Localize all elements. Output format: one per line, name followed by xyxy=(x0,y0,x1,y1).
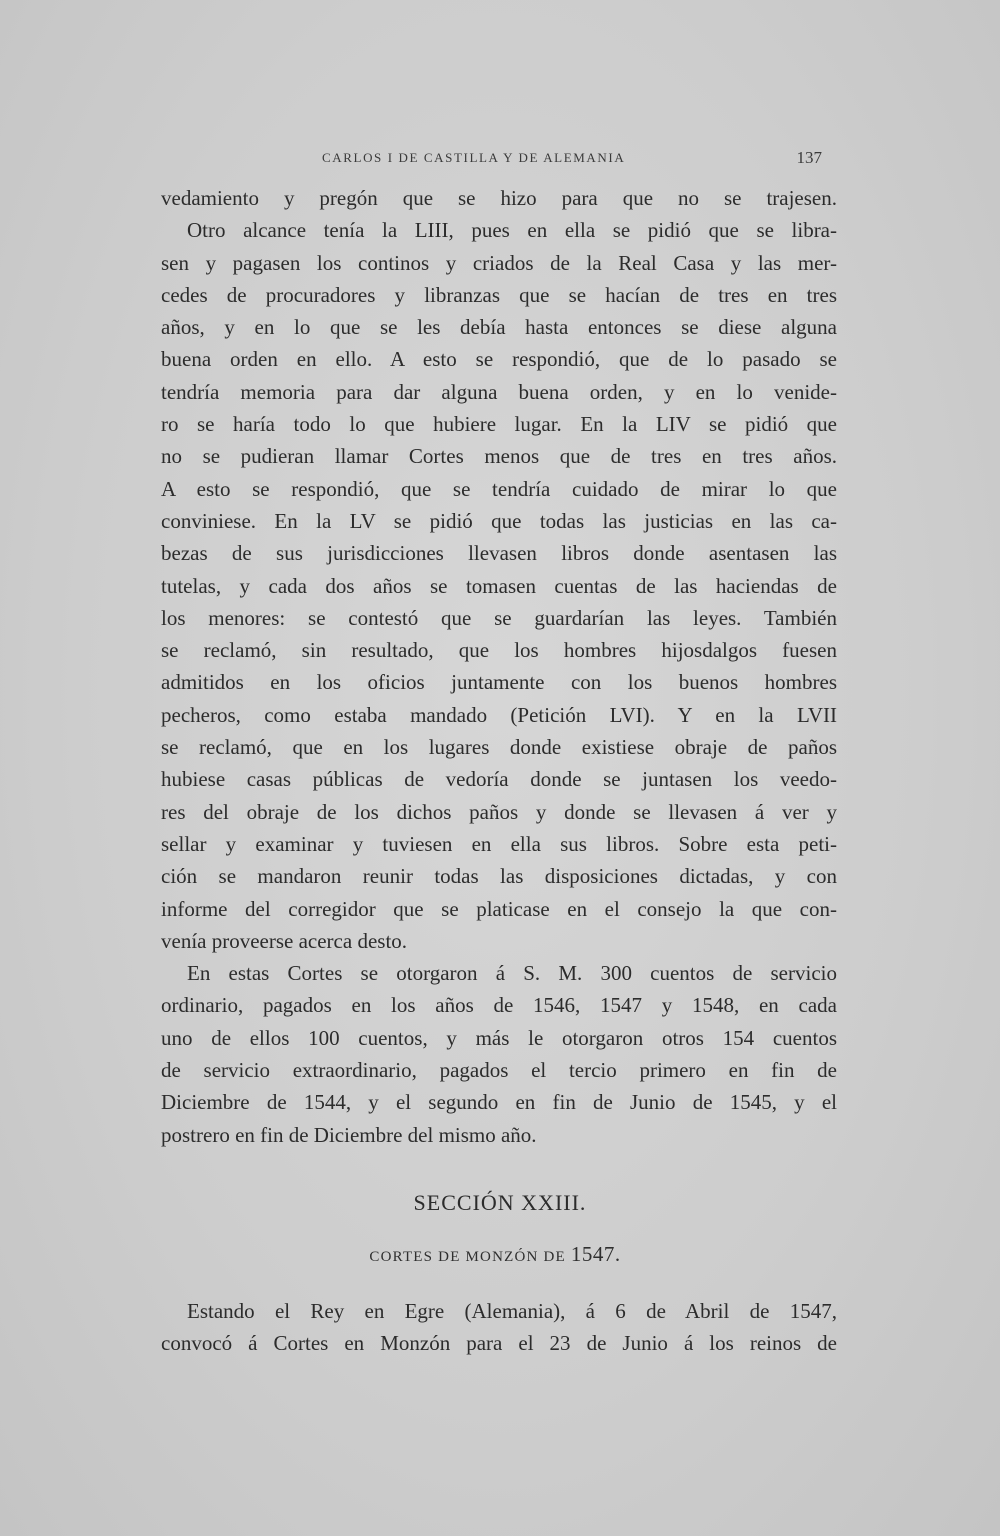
text-line: de servicio extraordinario, pagados el tercio primero en fin de xyxy=(161,1058,837,1083)
text-line: vedamiento y pregón que se hizo para que no se trajesen. xyxy=(161,186,837,210)
text-line: convocó á Cortes en Monzón para el 23 de Junio á los reinos de xyxy=(161,1331,837,1356)
text-line: se reclamó, que en los lugares donde existiese obraje de paños xyxy=(161,735,837,760)
text-line: Estando el Rey en Egre (Alemania), á 6 de Abril de 1547, xyxy=(187,1299,837,1323)
text-line: se reclamó, sin resultado, que los hombres hijosdalgos fuesen xyxy=(161,638,837,663)
text-line: sen y pagasen los continos y criados de la Real Casa y las mer- xyxy=(161,250,837,275)
text-line: cedes de procuradores y libranzas que se hacían de tres en tres xyxy=(161,282,837,307)
text-line: En estas Cortes se otorgaron á S. M. 300 cuentos de servicio xyxy=(187,961,837,986)
text-line: pecheros, como estaba mandado (Petición LVI). Y en la LVII xyxy=(161,702,837,727)
text-line: venía proveerse acerca desto. xyxy=(161,928,408,953)
section-title: SECCIÓN XXIII. xyxy=(413,1190,587,1215)
text-line: res del obraje de los dichos paños y donde se llevasen á ver y xyxy=(161,799,837,824)
text-line: Otro alcance tenía la LIII, pues en ella se pidió que se libra- xyxy=(187,218,837,243)
text-line: postrero en fin de Diciembre del mismo año. xyxy=(161,1122,537,1147)
section-subtitle xyxy=(0,1242,990,1267)
text-line: buena orden en ello. A esto se respondió, que de lo pasado se xyxy=(161,347,837,372)
running-title: CARLOS I DE CASTILLA Y DE ALEMANIA xyxy=(322,150,626,165)
subtitle-text: CORTES DE MONZÓN DE xyxy=(369,1249,566,1265)
text-line: A esto se respondió, que se tendría cuidado de mirar lo que xyxy=(161,476,837,501)
text-line: Diciembre de 1544, y el segundo en fin de Junio de 1545, y el xyxy=(161,1090,837,1115)
text-line: tutelas, y cada dos años se tomasen cuentas de las haciendas de xyxy=(161,573,837,598)
text-line: hubiese casas públicas de vedoría donde se juntasen los veedo- xyxy=(161,767,837,792)
text-line: bezas de sus jurisdicciones llevasen libros donde asentasen las xyxy=(161,541,837,566)
text-line: los menores: se contestó que se guardarían las leyes. También xyxy=(161,605,837,630)
text-line: años, y en lo que se les debía hasta entonces se diese alguna xyxy=(161,315,837,340)
text-line: ro se haría todo lo que hubiere lugar. En la LIV se pidió que xyxy=(161,412,837,437)
text-line: admitidos en los oficios juntamente con los buenos hombres xyxy=(161,670,837,695)
text-line: ción se mandaron reunir todas las disposiciones dictadas, y con xyxy=(161,864,837,889)
text-line: tendría memoria para dar alguna buena orden, y en lo venide- xyxy=(161,379,837,404)
text-line: sellar y examinar y tuviesen en ella sus libros. Sobre esta peti- xyxy=(161,831,837,856)
closing-text xyxy=(161,1295,837,1360)
body-text xyxy=(161,182,837,1151)
text-line: no se pudieran llamar Cortes menos que de tres en tres años. xyxy=(161,444,837,469)
text-line: uno de ellos 100 cuentos, y más le otorgaron otros 154 cuentos xyxy=(161,1025,837,1050)
text-line: informe del corregidor que se platicase en el consejo la que con- xyxy=(161,896,837,921)
subtitle-year: 1547. xyxy=(570,1242,621,1266)
text-line: conviniese. En la LV se pidió que todas las justicias en las ca- xyxy=(161,508,837,533)
text-line: ordinario, pagados en los años de 1546, 1547 y 1548, en cada xyxy=(161,993,837,1018)
running-header xyxy=(322,150,822,172)
page-number: 137 xyxy=(796,148,822,167)
